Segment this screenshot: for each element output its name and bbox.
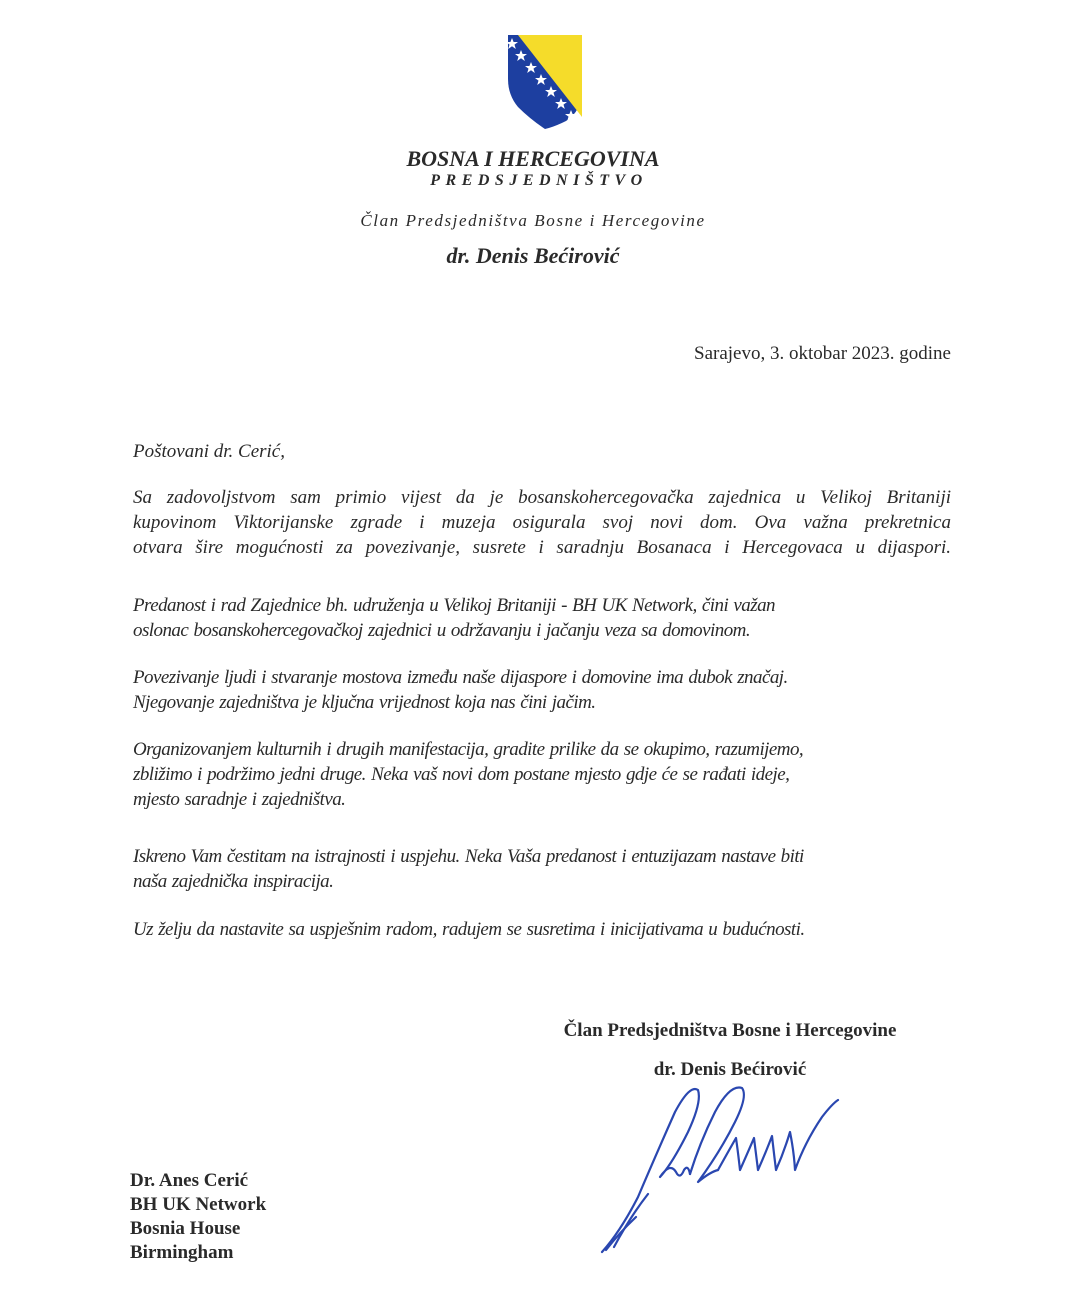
salutation: Poštovani dr. Cerić, [133, 441, 285, 462]
body-line: mjesto saradnje i zajedništva. [133, 789, 346, 810]
letterhead-country: BOSNA I HERCEGOVINA [406, 146, 660, 171]
body-line: naša zajednička inspiracija. [133, 871, 334, 892]
body-paragraph-6 [133, 917, 951, 942]
body-paragraph-3 [133, 665, 951, 715]
closing-name: dr. Denis Bećirović [653, 1059, 807, 1080]
signature-stroke [718, 1100, 838, 1170]
letterhead-member-title: Član Predsjedništva Bosne i Hercegovine [360, 211, 706, 230]
letterhead-name: dr. Denis Bećirović [446, 243, 620, 268]
recipient-name: Dr. Anes Cerić [130, 1170, 249, 1191]
body-paragraph-5 [133, 844, 951, 894]
date-line: Sarajevo, 3. oktobar 2023. godine [694, 343, 951, 364]
recipient-organization: BH UK Network [130, 1194, 267, 1215]
body-paragraph-4 [133, 737, 951, 812]
recipient-city: Birmingham [130, 1242, 234, 1263]
letterhead-institution: PREDSJEDNIŠTVO [430, 172, 648, 189]
signature-stroke [602, 1089, 699, 1252]
body-line: Uz želju da nastavite sa uspješnim radom, radujem se susretima i inicijativama u budućnosti. [133, 919, 805, 940]
body-line: zbližimo i podržimo jedni druge. Neka vaš novi dom postane mjesto gdje će se rađati ideje, [133, 764, 790, 785]
recipient-building: Bosnia House [130, 1218, 241, 1239]
handwritten-signature-icon [600, 1082, 840, 1282]
body-line: Iskreno Vam čestitam na istrajnosti i uspjehu. Neka Vaša predanost i entuzijazam nastave biti [133, 846, 804, 867]
body-paragraph-2 [133, 593, 951, 643]
body-line: Povezivanje ljudi i stvaranje mostova između naše dijaspore i domovine ima dubok značaj. [133, 667, 788, 688]
body-line: oslonac bosanskohercegovačkoj zajednici u održavanju i jačanju veza sa domovinom. [133, 620, 751, 641]
body-line: Organizovanjem kulturnih i drugih manifestacija, gradite prilike da se okupimo, razumijemo, [133, 739, 804, 760]
recipient-address [130, 1169, 266, 1265]
body-paragraph-1 [133, 485, 951, 560]
body-line: otvara šire mogućnosti za povezivanje, susrete i saradnju Bosanaca i Hercegovaca u dijaspori. [133, 537, 951, 558]
coat-of-arms-icon [504, 31, 586, 131]
body-line: Sa zadovoljstvom sam primio vijest da je bosanskohercegovačka zajednica u Velikoj Britaniji [133, 487, 951, 508]
body-line: Predanost i rad Zajednice bh. udruženja u Velikoj Britaniji - BH UK Network, čini važan [133, 595, 775, 616]
signature-stroke [606, 1217, 636, 1250]
body-line: Njegovanje zajedništva je ključna vrijednost koja nas čini jačim. [133, 692, 596, 713]
body-line: kupovinom Viktorijanske zgrade i muzeja osigurala svoj novi dom. Ova važna prekretnica [133, 512, 951, 533]
closing-member-title: Član Predsjedništva Bosne i Hercegovine [563, 1020, 897, 1041]
